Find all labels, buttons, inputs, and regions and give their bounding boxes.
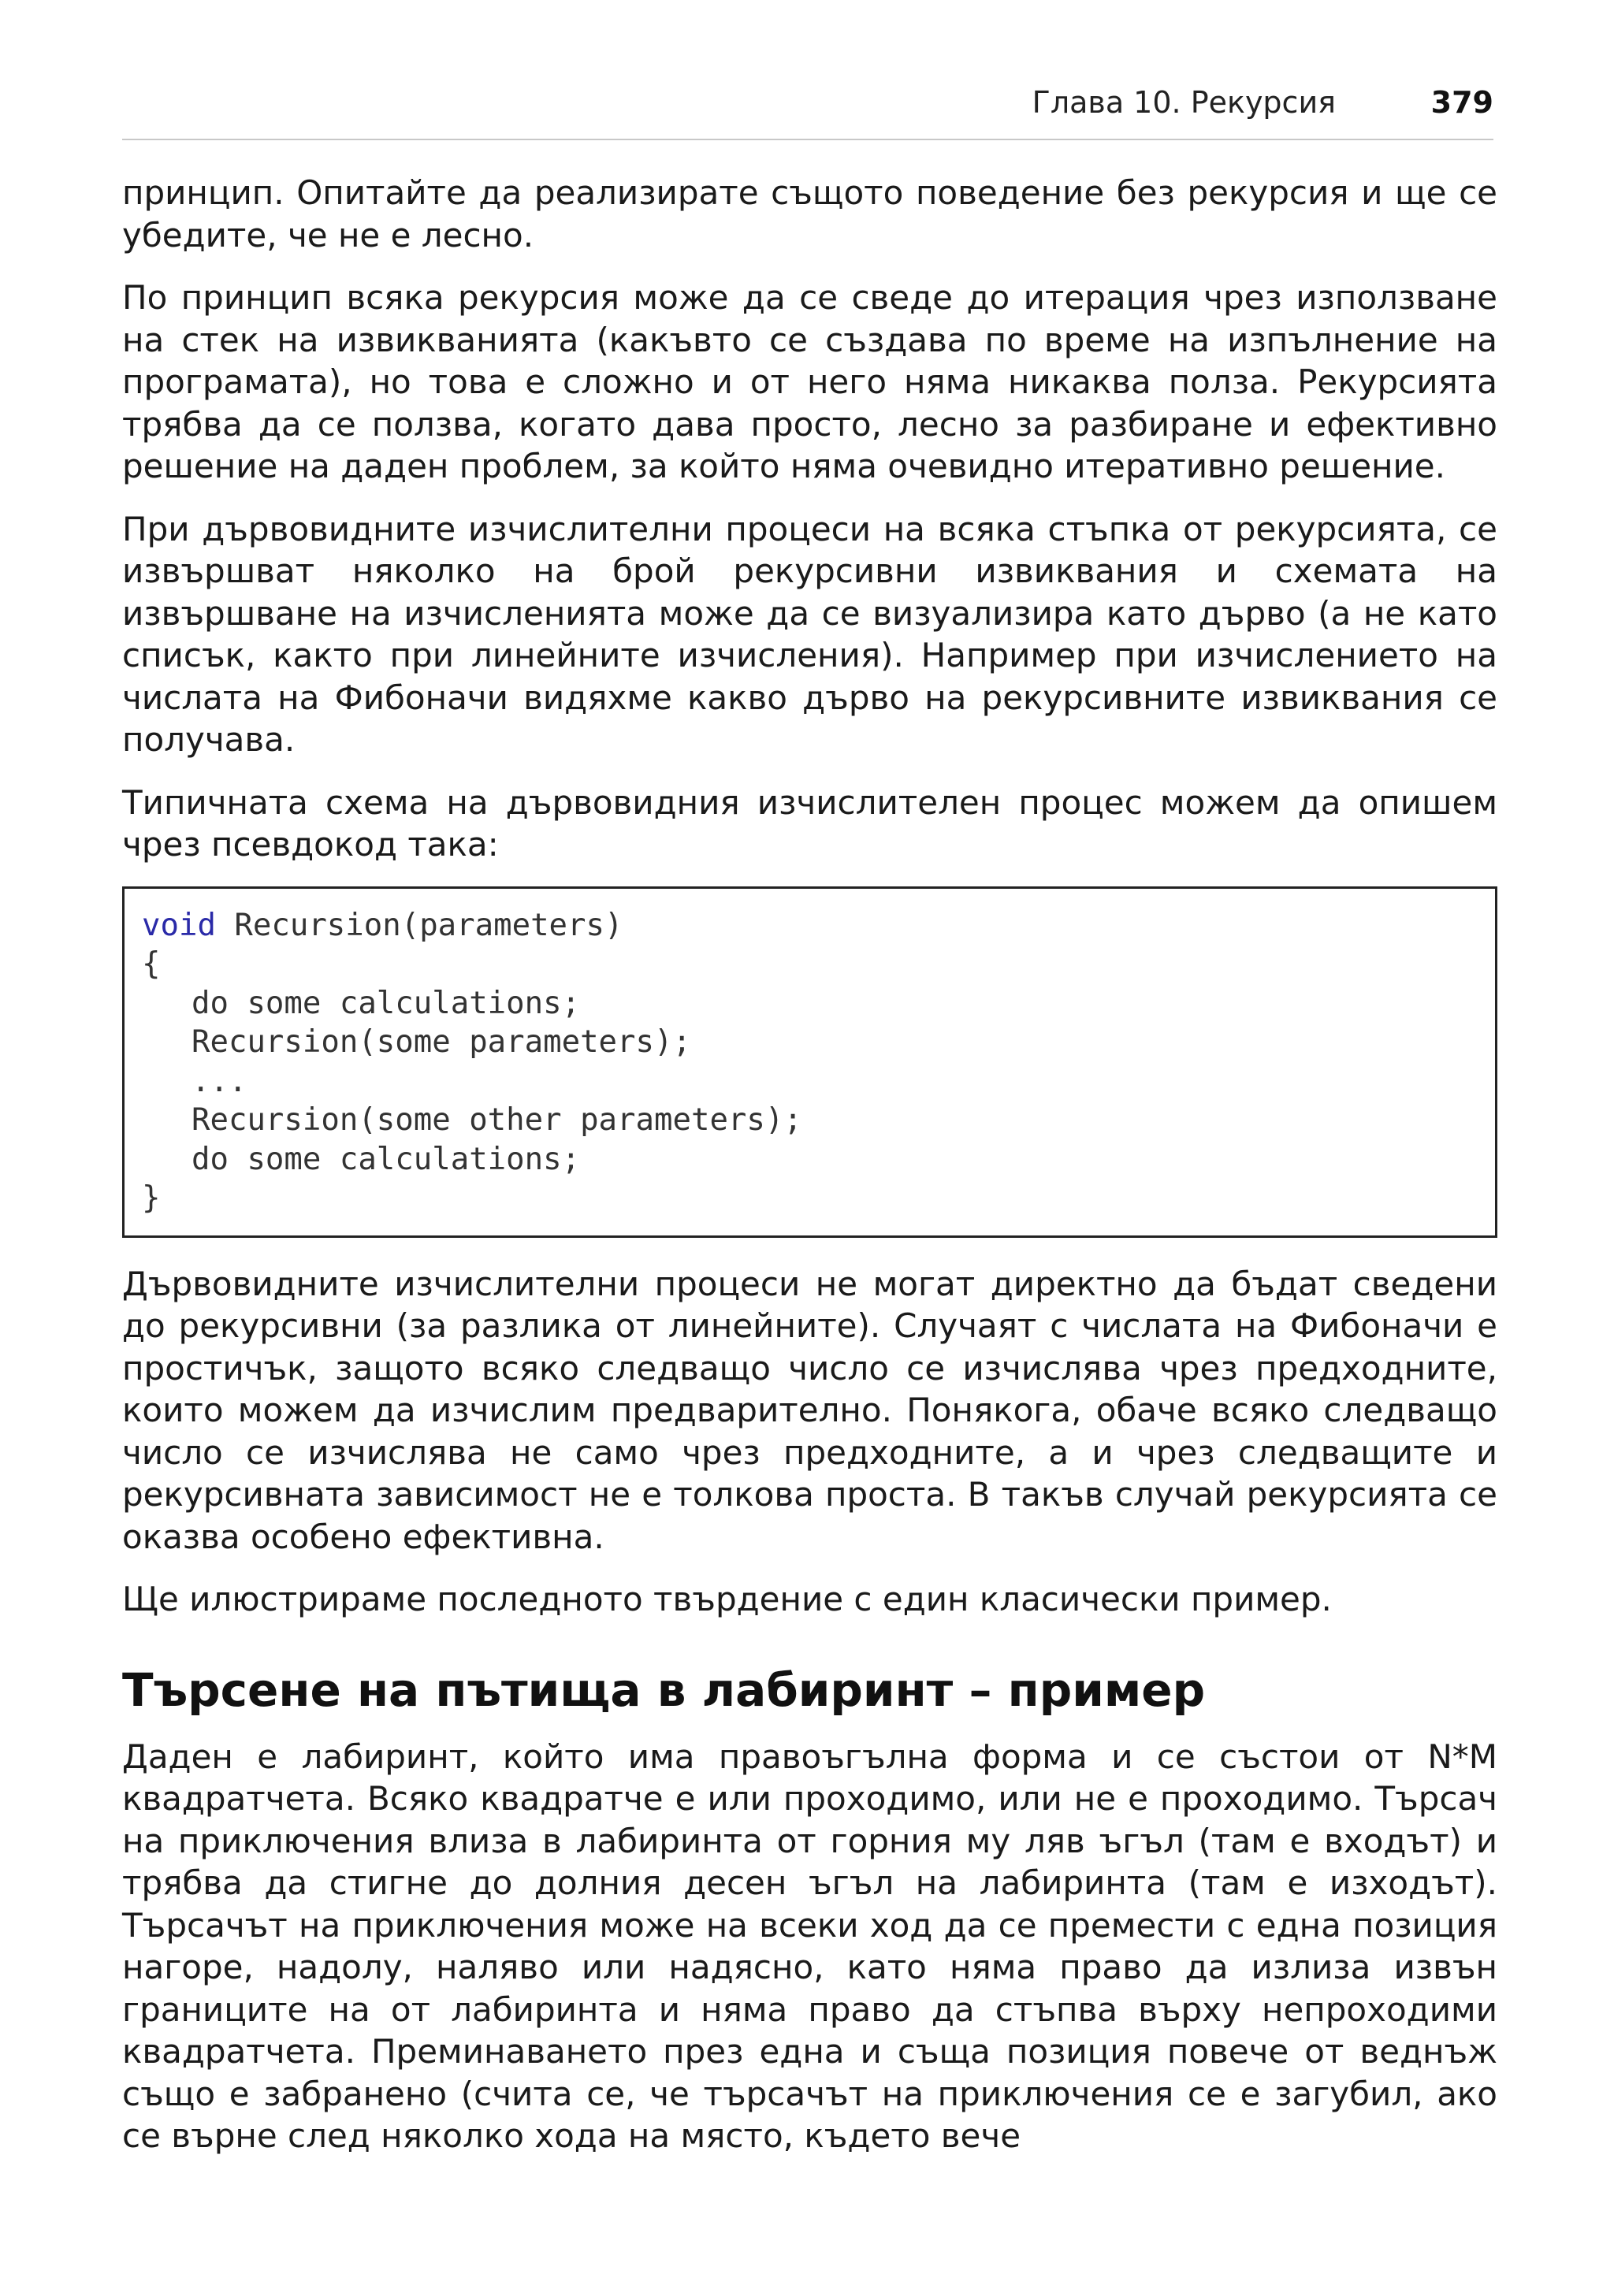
- paragraph: принцип. Опитайте да реализирате същото поведение без рекурсия и ще се убедите, че не е лесно.: [122, 173, 1497, 254]
- code-block: [122, 886, 1497, 1238]
- paragraph: Типичната схема на дървовидния изчислителен процес можем да опишем чрез псевдокод така:: [122, 782, 1497, 864]
- code-keyword: void: [142, 907, 216, 943]
- code-line: {: [142, 946, 161, 982]
- code-line: [142, 906, 1478, 946]
- code-line: }: [142, 1180, 161, 1216]
- paragraph: При дървовидните изчислителни процеси на всяка стъпка от рекурсията, се извършват няколко на брой рекурсивни извиквания и схемата на извършване на изчисленията може да се визуализира като дърво (а не като списък, както при линейните изчисления). Например при изчислението на числата на Фибоначи видяхме какво дърво на рекурсивните извиквания се получава.: [122, 509, 1497, 759]
- page-number: 379: [1430, 85, 1493, 120]
- code-line: Recursion(some other parameters);: [192, 1102, 802, 1138]
- section-heading: Търсене на пътища в лабиринт – пример: [122, 1663, 1206, 1717]
- code-line: do some calculations;: [192, 985, 581, 1021]
- paragraph: По принцип всяка рекурсия може да се сведе до итерация чрез използване на стек на извикванията (какъвто се създава по време на изпълнение на програмата), но това е сложно и от него няма никаква полза. Рекурсията трябва да се ползва, когато дава просто, лесно за разбиране и ефективно решение на даден проблем, за който няма очевидно итеративно решение.: [122, 278, 1497, 485]
- code-signature: Recursion(parameters): [215, 907, 623, 943]
- chapter-title: Глава 10. Рекурсия: [1032, 85, 1336, 120]
- paragraph: Дървовидните изчислителни процеси не могат директно да бъдат сведени до рекурсивни (за разлика от линейните). Случаят с числата на Фибоначи е простичък, защото всяко следващо число се изчислява чрез предходните, които можем да изчислим предварително. Понякога, обаче всяко следващо число се изчислява не само чрез предходните, а и чрез следващите и рекурсивната зависимост не е толкова проста. В такъв случай рекурсията се оказва особено ефективна.: [122, 1264, 1497, 1556]
- code-line: ...: [192, 1063, 247, 1099]
- header-divider: [122, 139, 1493, 140]
- page-body: [122, 172, 1497, 2178]
- page-header: [122, 83, 1493, 122]
- code-line: do some calculations;: [192, 1141, 581, 1177]
- paragraph: Ще илюстрираме последното твърдение с един класически пример.: [122, 1580, 1332, 1618]
- paragraph: Даден е лабиринт, който има правоъгълна форма и се състои от N*M квадратчета. Всяко квадратче е или проходимо, или не е проходимо. Търсач на приключения влиза в лабиринта от горния му ляв ъгъл (там е входът) и трябва да стигне до долния десен ъгъл на лабиринта (там е изходът). Търсачът на приключения може на всеки ход да се премести с една позиция нагоре, надолу, наляво или надясно, като няма право да излиза извън границите на от лабиринта и няма право да стъпва върху непроходими квадратчета. Преминаването през една и съща позиция повече от веднъж също е забранено (счита се, че търсачът на приключения се е загубил, ако се върне след няколко хода на място, където вече: [122, 1737, 1497, 2155]
- code-line: Recursion(some parameters);: [192, 1024, 691, 1060]
